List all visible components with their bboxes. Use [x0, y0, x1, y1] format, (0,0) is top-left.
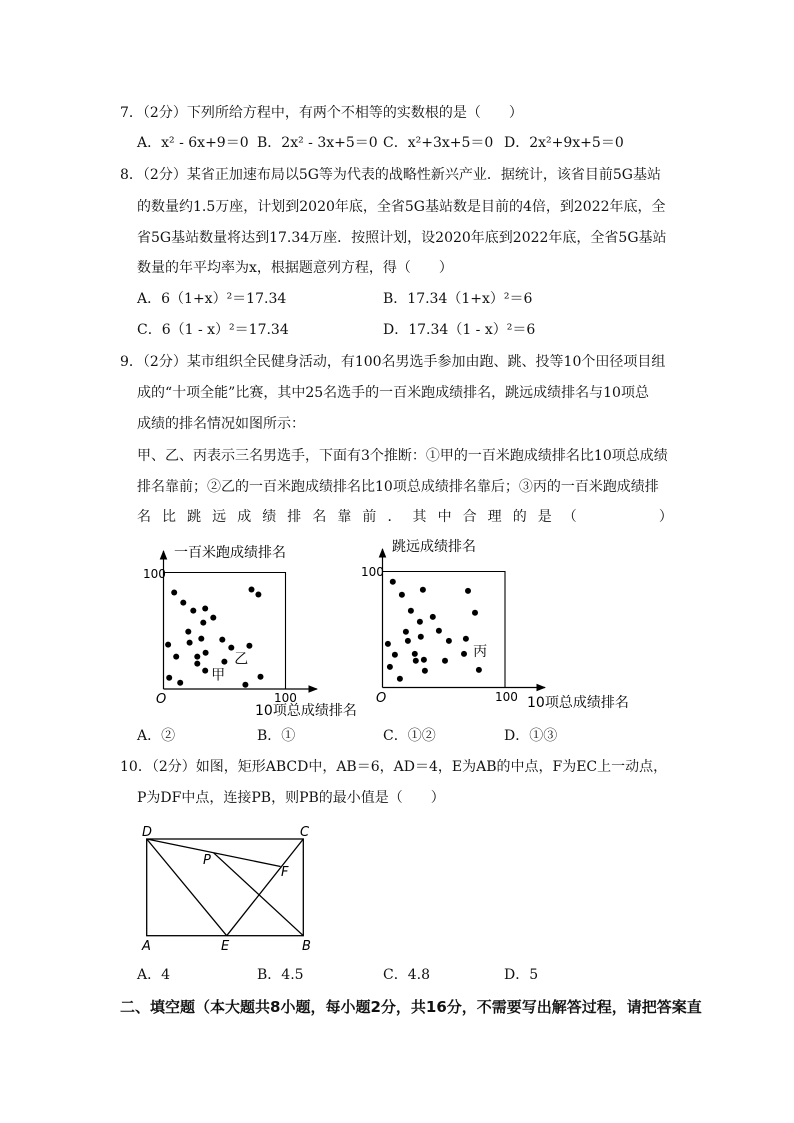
segment-pb [214, 853, 304, 936]
segment-ec [227, 839, 304, 936]
option-label: B． [257, 967, 282, 983]
question-7-stem: 7．（2分）下列所给方程中，有两个不相等的实数根的是（ ） [120, 105, 523, 121]
y-axis-label: 一百米跑成绩排名 [174, 545, 286, 561]
char: 理 [487, 509, 502, 525]
option-text: 4.5 [281, 967, 304, 983]
q10-option-d [504, 966, 538, 984]
question-9-line-1: 9．（2分）某市组织全民健身活动，有100名男选手参加由跑、跳、投等10个田径项目组 [120, 354, 666, 370]
origin-label: O [376, 691, 387, 706]
char: 成 [237, 509, 252, 525]
rectangle-abcd [147, 839, 304, 936]
char: 比 [162, 509, 177, 525]
char: 合 [462, 509, 477, 525]
option-text: ①③ [529, 728, 558, 744]
point-annotation: 乙 [234, 651, 249, 668]
point-annotation: 丙 [473, 644, 488, 661]
question-10-line-2: P为DF中点，连接PB，则PB的最小值是（ ） [137, 790, 445, 806]
question-9-line-3: 成绩的排名情况如图所示： [137, 416, 305, 432]
option-label: C． [137, 322, 162, 338]
char: ． [387, 509, 402, 525]
char: 的 [512, 509, 527, 525]
option-label: B． [383, 291, 408, 307]
char: 其 [412, 509, 427, 525]
question-8-line-2: 的数量约1.5万座，计划到2020年底，全省5G基站数是目前的4倍，到2022年底，全 [137, 199, 666, 215]
option-text: 2x² - 3x+5＝0 [281, 135, 378, 151]
option-text: x² - 6x+9＝0 [161, 135, 249, 151]
char: 名 [137, 509, 151, 525]
question-9-line-2: 成的“十项全能”比赛，其中25名选手的一百米跑成绩排名，跳远成绩排名与10项总 [137, 385, 649, 401]
option-text: x²+3x+5＝0 [407, 135, 494, 151]
char: 跳 [187, 509, 202, 525]
char: 前 [362, 509, 377, 525]
option-text: 5 [529, 967, 539, 983]
option-label: A． [137, 291, 162, 307]
question-9-line-4: 甲、乙、丙表示三名男选手，下面有3个推断：①甲的一百米跑成绩排名比10项总成绩 [137, 448, 668, 464]
x-axis-label: 10项总成绩排名 [255, 703, 357, 719]
y-tick-label: 100 [361, 565, 384, 579]
point-annotation: 甲 [211, 667, 226, 684]
y-tick-label: 100 [143, 567, 166, 581]
option-label: D． [504, 135, 530, 151]
option-text: 17.34（1 - x）²＝6 [408, 322, 536, 338]
char: 中 [437, 509, 452, 525]
option-text: ① [281, 728, 296, 744]
option-label: B． [257, 135, 282, 151]
char: 是 [537, 509, 552, 525]
label-e: E [221, 939, 230, 954]
char: ） [658, 509, 673, 525]
label-d: D [142, 825, 153, 840]
label-b: B [302, 939, 311, 954]
char: 排 [287, 509, 302, 525]
question-8-line-3: 省5G基站数量将达到17.34万座．按照计划，设2020年底到2022年底，全省5G基站 [137, 230, 667, 246]
option-label: D． [504, 967, 530, 983]
q10-option-c [383, 966, 430, 984]
question-8-line-4: 数量的年平均率为x，根据题意列方程，得（ ） [137, 260, 453, 276]
char: 名 [312, 509, 327, 525]
option-text: 17.34（1+x）²＝6 [407, 291, 533, 307]
option-text: 2x²+9x+5＝0 [529, 135, 624, 151]
option-text: ①② [407, 728, 436, 744]
char: （ [562, 509, 577, 525]
section-2-header: 二、填空题（本大题共8小题，每小题2分，共16分，不需要写出解答过程，请把答案直 [120, 998, 702, 1016]
option-text: 6（1+x）²＝17.34 [161, 291, 287, 307]
origin-label: O [156, 692, 167, 707]
option-label: B． [257, 728, 282, 744]
label-a: A [142, 939, 151, 954]
option-label: A． [137, 967, 162, 983]
x-tick-label: 100 [274, 691, 297, 705]
q10-option-b [257, 966, 304, 984]
label-f: F [281, 865, 289, 880]
label-c: C [300, 825, 310, 840]
question-9-line-5: 排名靠前；②乙的一百米跑成绩排名比10项总成绩排名靠后；③丙的一百米跑成绩排 [137, 479, 659, 495]
option-label: C． [383, 967, 408, 983]
option-text: 4.8 [407, 967, 430, 983]
char: 远 [212, 509, 227, 525]
option-label: D． [504, 728, 530, 744]
y-axis-label: 跳远成绩排名 [392, 539, 476, 555]
question-8-line-1: 8．（2分）某省正加速布局以5G等为代表的战略性新兴产业．据统计，该省目前5G基站 [120, 167, 661, 183]
char: 绩 [262, 509, 277, 525]
option-label: D． [383, 322, 409, 338]
x-axis-label: 10项总成绩排名 [527, 695, 629, 711]
option-text: 4 [161, 967, 171, 983]
question-10-line-1: 10．（2分）如图，矩形ABCD中，AB＝6，AD＝4，E为AB的中点，F为EC上一动点， [120, 759, 668, 775]
char: 靠 [337, 509, 352, 525]
option-label: A． [137, 135, 162, 151]
option-text: 6（1 - x）²＝17.34 [161, 322, 289, 338]
option-label: C． [383, 135, 408, 151]
x-tick-label: 100 [495, 690, 518, 704]
q10-option-a [137, 966, 170, 984]
option-label: A． [137, 728, 162, 744]
option-label: C． [383, 728, 408, 744]
option-text: ② [161, 728, 176, 744]
label-p: P [203, 853, 211, 868]
